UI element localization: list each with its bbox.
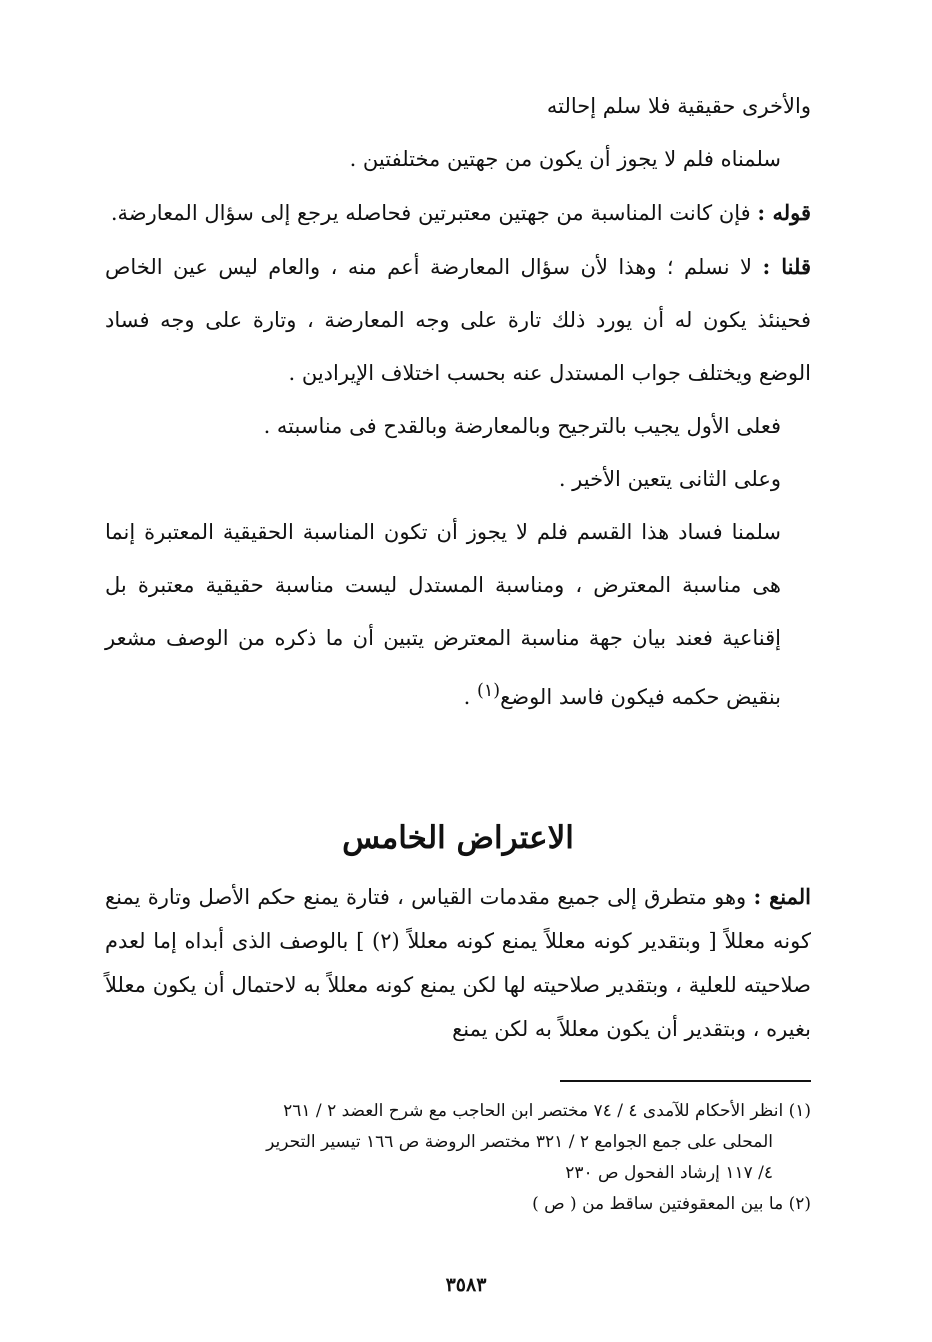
main-text (105, 80, 811, 724)
section-heading: الاعتراض الخامس (342, 820, 574, 856)
paragraph-3-text: فإن كانت المناسبة من جهتين معتبرتين فحاصله يرجع إلى سؤال المعارضة. (110, 201, 758, 225)
paragraph-2: سلمناه فلم لا يجوز أن يكون من جهتين مختلفتين . (349, 147, 781, 171)
section-paragraph (105, 875, 811, 1051)
keyword-qulna: قلنا : (762, 254, 812, 279)
paragraph-1: والأخرى حقيقية فلا سلم إحالته (546, 94, 811, 118)
paragraph-3 (105, 186, 811, 240)
paragraph-4-text: لا نسلم ؛ وهذا لأن سؤال المعارضة أعم منه ، والعام ليس عين الخاص فحينئذ يكون له أن يورد ذلك تارة على وجه المعارضة ، وتارة على وجه فساد الوضع ويختلف جواب المستدل عنه بحسب اختلاف الإيرادين . (105, 255, 811, 385)
paragraph-7-end: . (463, 685, 477, 709)
page-number: ٣٥٨٣ (445, 1274, 487, 1296)
section-text-b: ] بالوصف الذى أبداه إما لعدم صلاحيته للعلية ، وبتقدير صلاحيته لها لكن يمنع كونه معللاً به لاحتمال أن يكون معللاً بغيره ، وبتقدير أن يكون معللاً به لكن يمنع (105, 929, 811, 1041)
keyword-qawluhu: قوله : (757, 200, 811, 225)
paragraph-6: وعلى الثانى يتعين الأخير . (558, 467, 781, 491)
footnote-divider (560, 1080, 811, 1082)
keyword-almana: المنع : (753, 884, 811, 909)
footnote-ref-1: (١) (477, 681, 501, 701)
section-text-a: وهو متطرق إلى جميع مقدمات القياس ، فتارة يمنع حكم الأصل وتارة يمنع كونه معللاً [ وبتقدير كونه معللاً يمنع كونه معللاً (105, 885, 811, 953)
footnote-1-line-1: (١) انظر الأحكام للآمدى ٤ / ٧٤ مختصر ابن الحاجب مع شرح العضد ٢ / ٢٦١ (283, 1101, 811, 1121)
paragraph-7 (105, 506, 811, 724)
footnote-1-line-3: ٤/ ١١٧ إرشاد الفحول ص ٢٣٠ (565, 1163, 773, 1183)
paragraph-4 (105, 240, 811, 400)
footnote-1-line-2: المحلى على جمع الجوامع ٢ / ٣٢١ مختصر الروضة ص ١٦٦ تيسير التحرير (266, 1132, 773, 1152)
paragraph-7-text: سلمنا فساد هذا القسم فلم لا يجوز أن تكون المناسبة الحقيقية المعتبرة إنما هى مناسبة المعترض ، ومناسبة المستدل ليست مناسبة حقيقية معتبرة بل إقناعية فعند بيان جهة مناسبة المعترض يتبين أن ما ذكره من الوصف مشعر بنقيض حكمه فيكون فاسد الوضع (105, 520, 781, 709)
paragraph-5: فعلى الأول يجيب بالترجيح وبالمعارضة وبالقدح فى مناسبته . (263, 414, 781, 438)
footnote-ref-2: (٢) (372, 929, 400, 953)
footnotes (105, 1096, 811, 1220)
footnote-2: (٢) ما بين المعقوفتين ساقط من ( ص ) (532, 1194, 811, 1214)
